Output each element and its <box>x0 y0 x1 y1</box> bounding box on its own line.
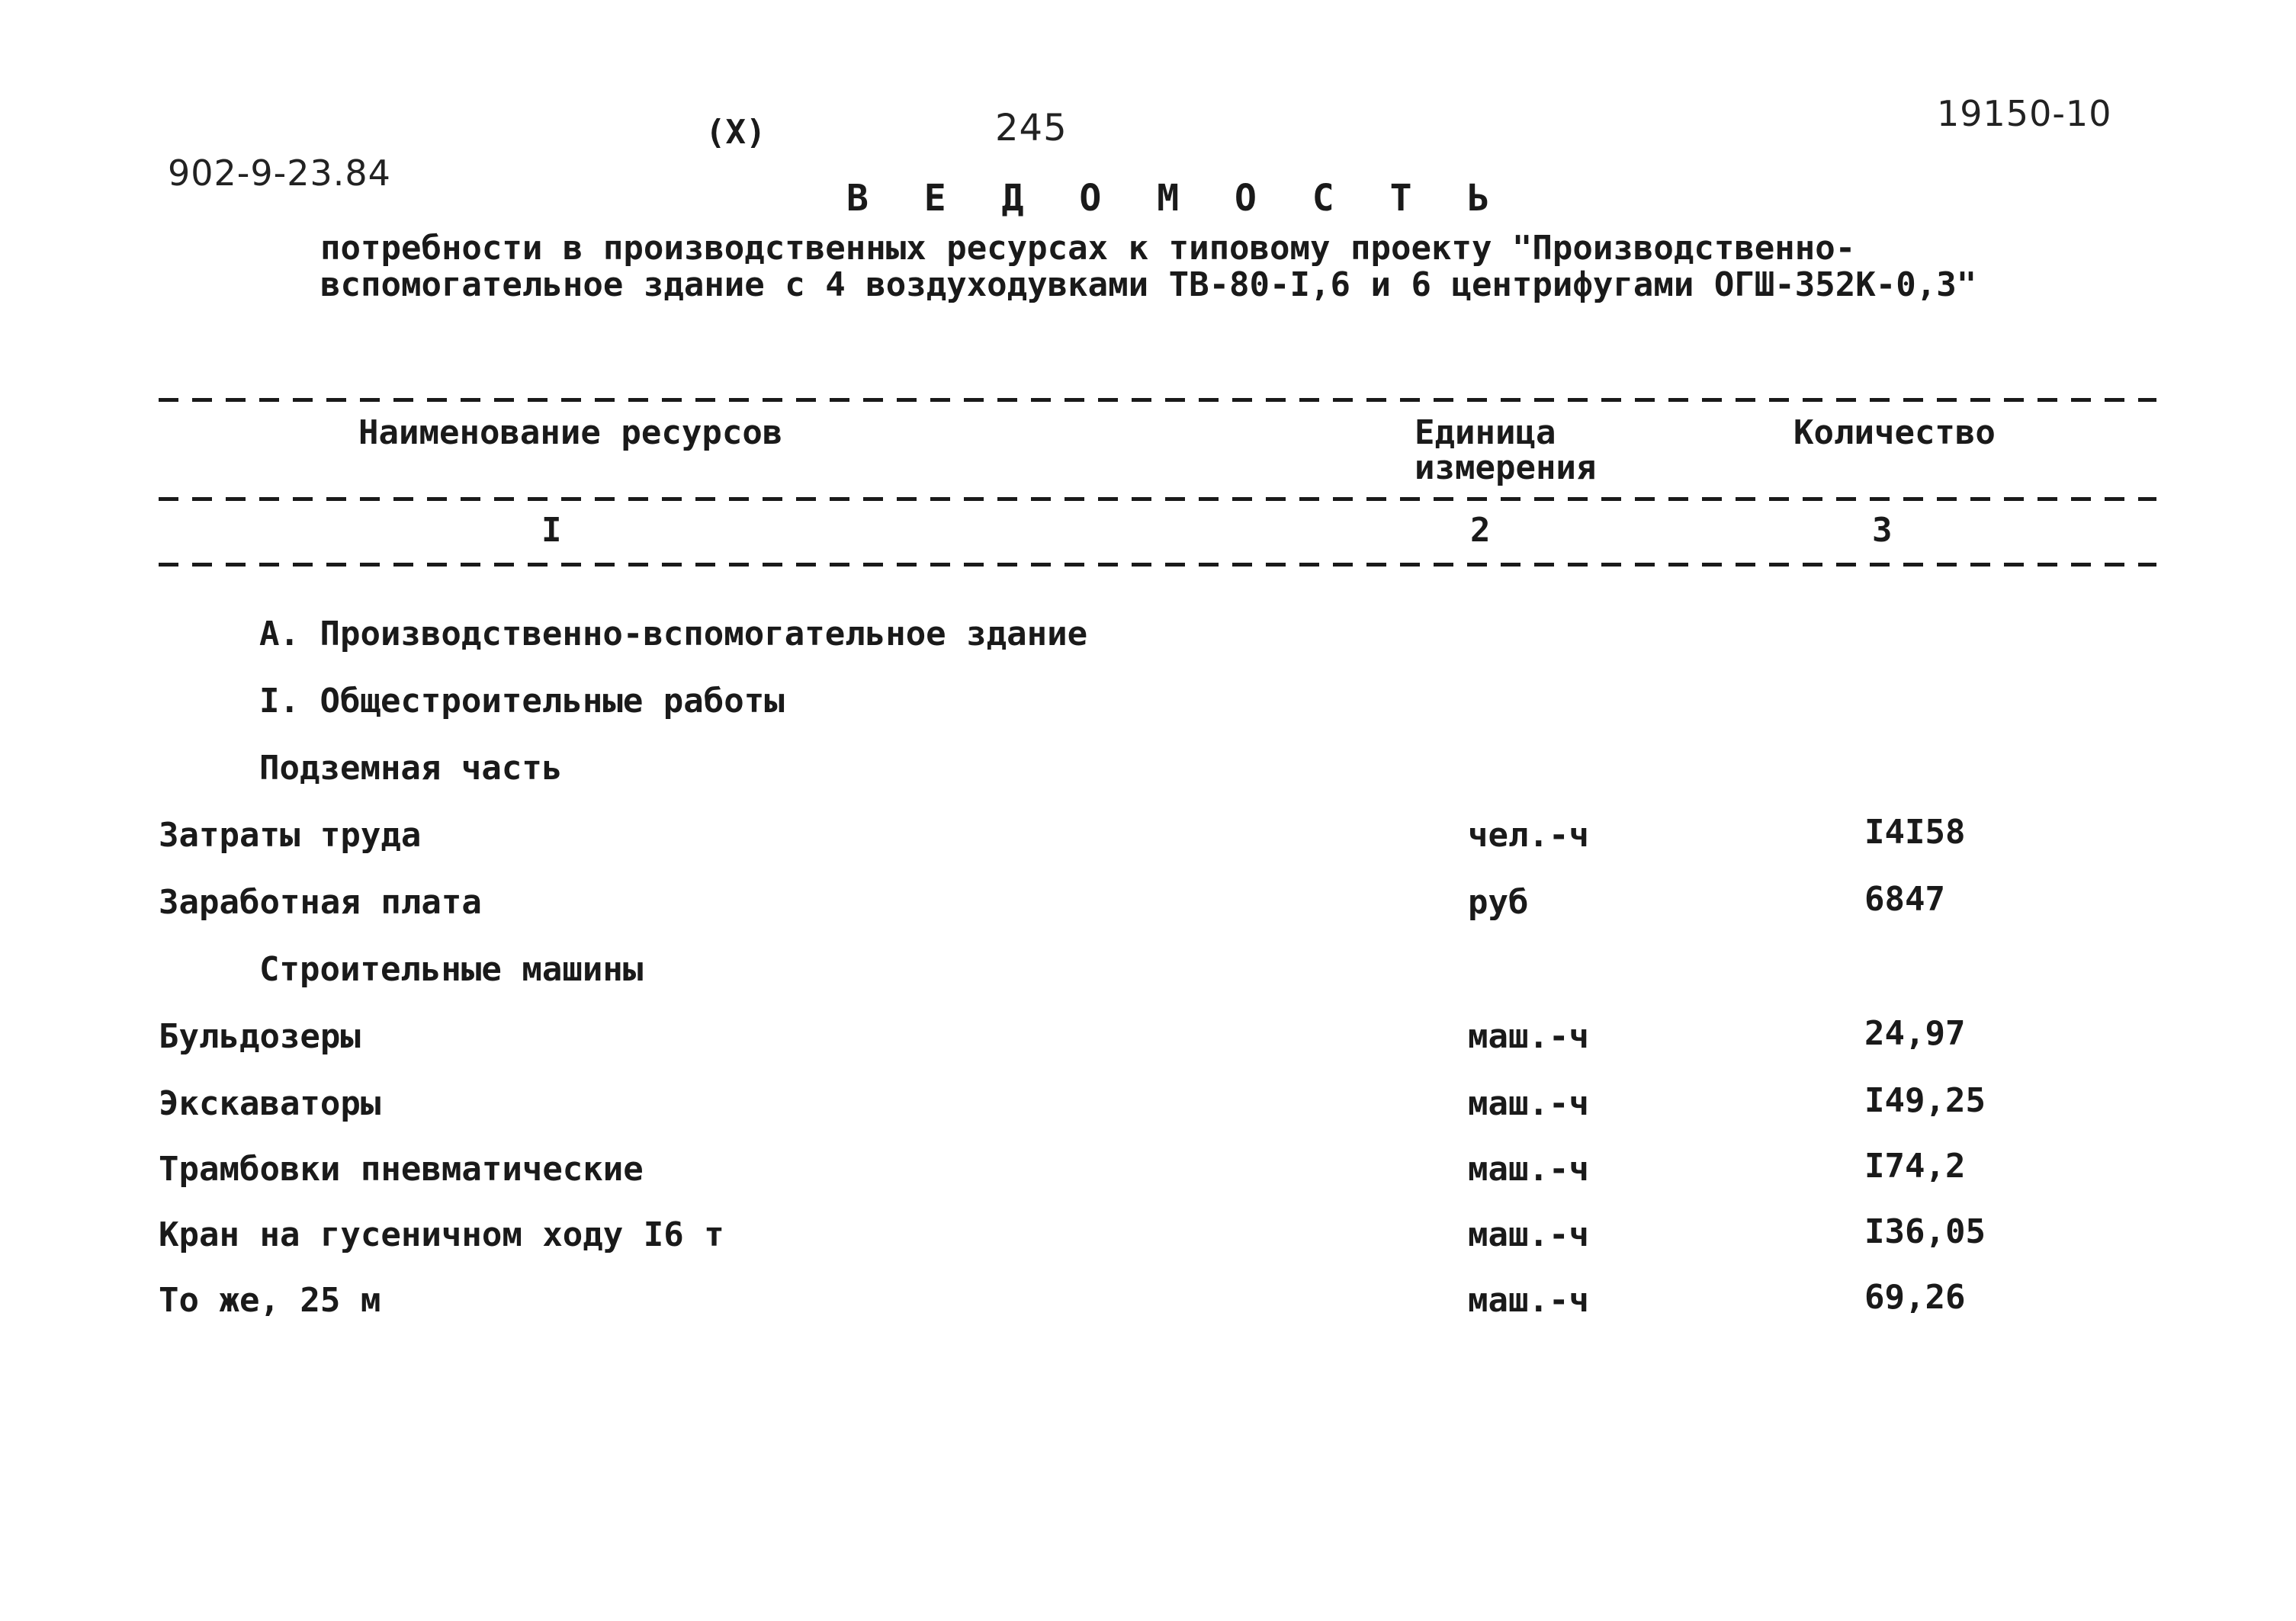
row-qty: I4I58 <box>1864 813 1966 852</box>
section-machines: Строительные машины <box>259 950 644 989</box>
page-number: 245 <box>995 107 1068 149</box>
subtitle-line-2: вспомогательное здание с 4 воздуходувками ТВ-80-I,6 и 6 центрифугами ОГШ-352К-0,3" <box>320 265 1977 304</box>
row-name: То же, 25 м <box>159 1281 381 1320</box>
col-header-qty: Количество <box>1793 413 1996 452</box>
row-name: Заработная плата <box>159 883 482 922</box>
section-underground: Подземная часть <box>259 749 563 788</box>
section-general-works: I. Общестроительные работы <box>259 682 785 721</box>
col-header-unit-line1: Единица <box>1415 413 1556 452</box>
col-number-3: 3 <box>1872 511 1893 550</box>
document-code-right: 19150-10 <box>1937 93 2112 134</box>
col-header-unit-line2: измерения <box>1415 448 1597 487</box>
row-name: Бульдозеры <box>159 1017 361 1056</box>
col-header-name: Наименование ресурсов <box>358 413 783 452</box>
page-mark: (X) <box>705 113 766 152</box>
row-unit: маш.-ч <box>1468 1084 1589 1123</box>
document-code-left: 902-9-23.84 <box>168 152 391 194</box>
row-qty: 6847 <box>1864 880 1945 919</box>
subtitle-line-1: потребности в производственных ресурсах к типовому проекту "Производственно- <box>320 229 1856 268</box>
row-qty: I36,05 <box>1864 1212 1986 1251</box>
row-unit: маш.-ч <box>1468 1281 1589 1320</box>
row-unit: чел.-ч <box>1468 816 1589 855</box>
row-qty: 24,97 <box>1864 1014 1966 1053</box>
table-body-rule <box>159 563 2156 567</box>
table-header-rule <box>159 497 2156 501</box>
row-unit: маш.-ч <box>1468 1215 1589 1254</box>
table-top-rule <box>159 398 2156 402</box>
row-qty: I49,25 <box>1864 1081 1986 1120</box>
row-qty: I74,2 <box>1864 1147 1966 1186</box>
row-unit: маш.-ч <box>1468 1150 1589 1189</box>
row-name: Кран на гусеничном ходу I6 т <box>159 1215 724 1254</box>
row-name: Затраты труда <box>159 816 422 855</box>
section-building: А. Производственно-вспомогательное здание <box>259 615 1088 653</box>
row-name: Трамбовки пневматические <box>159 1150 644 1189</box>
row-name: Экскаваторы <box>159 1084 381 1123</box>
col-number-1: I <box>541 511 562 550</box>
col-number-2: 2 <box>1470 511 1491 550</box>
row-unit: руб <box>1468 883 1529 922</box>
row-unit: маш.-ч <box>1468 1017 1589 1056</box>
document-title: В Е Д О М О С Т Ь <box>846 177 1507 220</box>
row-qty: 69,26 <box>1864 1278 1966 1317</box>
